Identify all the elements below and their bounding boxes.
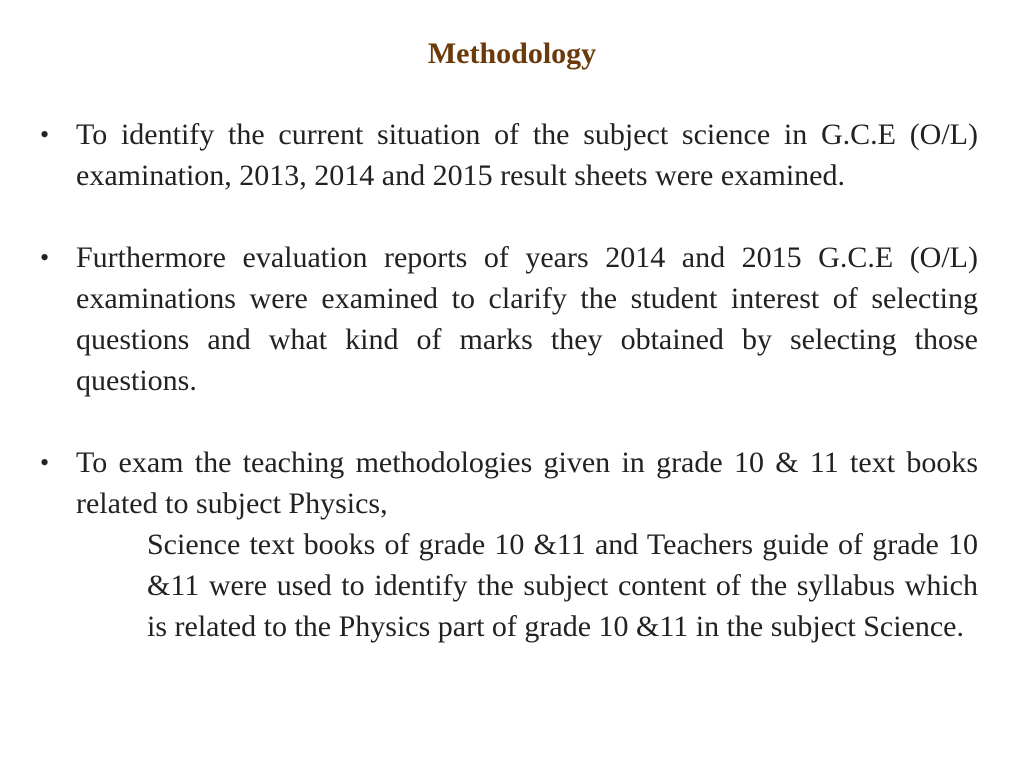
bullet-dot-icon: • [40,448,50,477]
bullet-item-evaluation-reports [40,237,978,401]
bullet-subtext: Science text books of grade 10 &11 and Teachers guide of grade 10 &11 were used to identify the subject content of the syllabus which is related to the Physics part of grade 10 &11 in the subject Science. [147,528,978,643]
bullet-text: Furthermore evaluation reports of years 2014 and 2015 G.C.E (O/L) examinations were examined to clarify the student interest of selecting questions and what kind of marks they obtained by selecting those questions. [76,241,978,397]
bullet-text: To exam the teaching methodologies given in grade 10 & 11 text books related to subject Physics, [76,446,978,520]
bullet-item-teaching-methodologies [40,442,978,647]
slide-title: Methodology [427,37,597,70]
bullet-item-situation [40,114,978,196]
bullet-list [40,114,978,647]
bullet-text: To identify the current situation of the subject science in G.C.E (O/L) examination, 2013, 2014 and 2015 result sheets were examined. [76,118,978,192]
bullet-dot-icon: • [40,120,50,149]
bullet-dot-icon: • [40,243,50,272]
